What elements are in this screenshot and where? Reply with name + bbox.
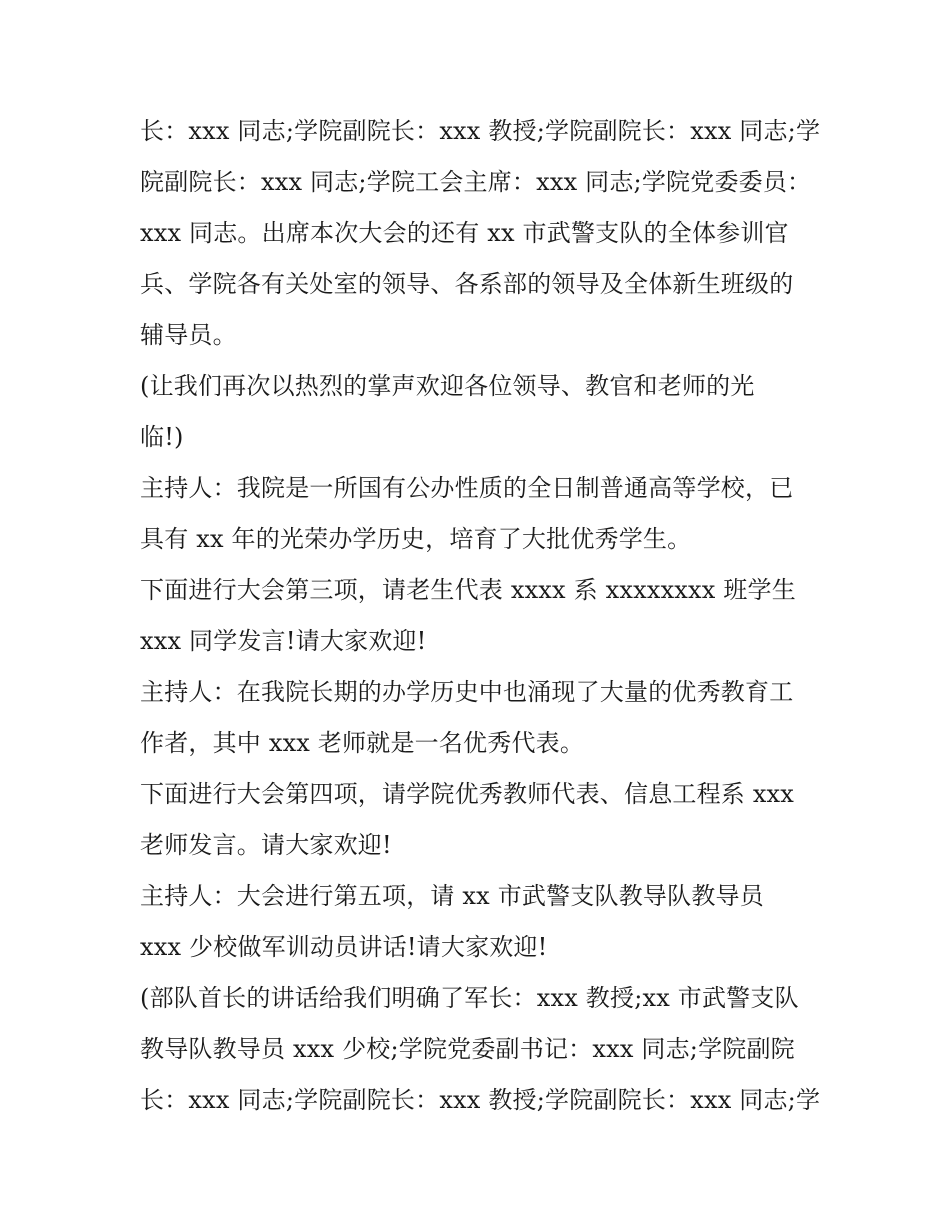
text-line: 具有 xx 年的光荣办学历史，培育了大批优秀学生。: [140, 525, 692, 553]
text-line: 老师发言。请大家欢迎!: [140, 831, 392, 859]
text-line: 下面进行大会第四项，请学院优秀教师代表、信息工程系 xxx: [140, 780, 795, 808]
text-line: 下面进行大会第三项，请老生代表 xxxx 系 xxxxxxxx 班学生: [140, 576, 796, 604]
text-line: 教导队教导员 xxx 少校;学院党委副书记：xxx 同志;学院副院: [140, 1035, 795, 1063]
text-line: 长：xxx 同志;学院副院长：xxx 教授;学院副院长：xxx 同志;学: [140, 117, 821, 145]
text-line: (让我们再次以热烈的掌声欢迎各位领导、教官和老师的光: [140, 372, 755, 400]
text-line: 作者，其中 xxx 老师就是一名优秀代表。: [140, 729, 585, 757]
text-line: 主持人：在我院长期的办学历史中也涌现了大量的优秀教育工: [140, 678, 794, 706]
text-line: 兵、学院各有关处室的领导、各系部的领导及全体新生班级的: [140, 270, 794, 298]
text-line: 长：xxx 同志;学院副院长：xxx 教授;学院副院长：xxx 同志;学: [140, 1086, 821, 1114]
text-line: xxx 少校做军训动员讲话!请大家欢迎!: [140, 933, 548, 961]
text-line: 主持人：我院是一所国有公办性质的全日制普通高等学校，已: [140, 474, 794, 502]
text-line: 主持人：大会进行第五项，请 xx 市武警支队教导队教导员: [140, 882, 764, 910]
text-line: 辅导员。: [140, 321, 237, 349]
document-body: [140, 106, 820, 1126]
text-line: 院副院长：xxx 同志;学院工会主席：xxx 同志;学院党委委员：: [140, 168, 812, 196]
text-line: 临!): [140, 423, 184, 451]
text-line: xxx 同学发言!请大家欢迎!: [140, 627, 427, 655]
text-line: (部队首长的讲话给我们明确了军长：xxx 教授;xx 市武警支队: [140, 984, 799, 1012]
text-line: xxx 同志。出席本次大会的还有 xx 市武警支队的全体参训官: [140, 219, 789, 247]
